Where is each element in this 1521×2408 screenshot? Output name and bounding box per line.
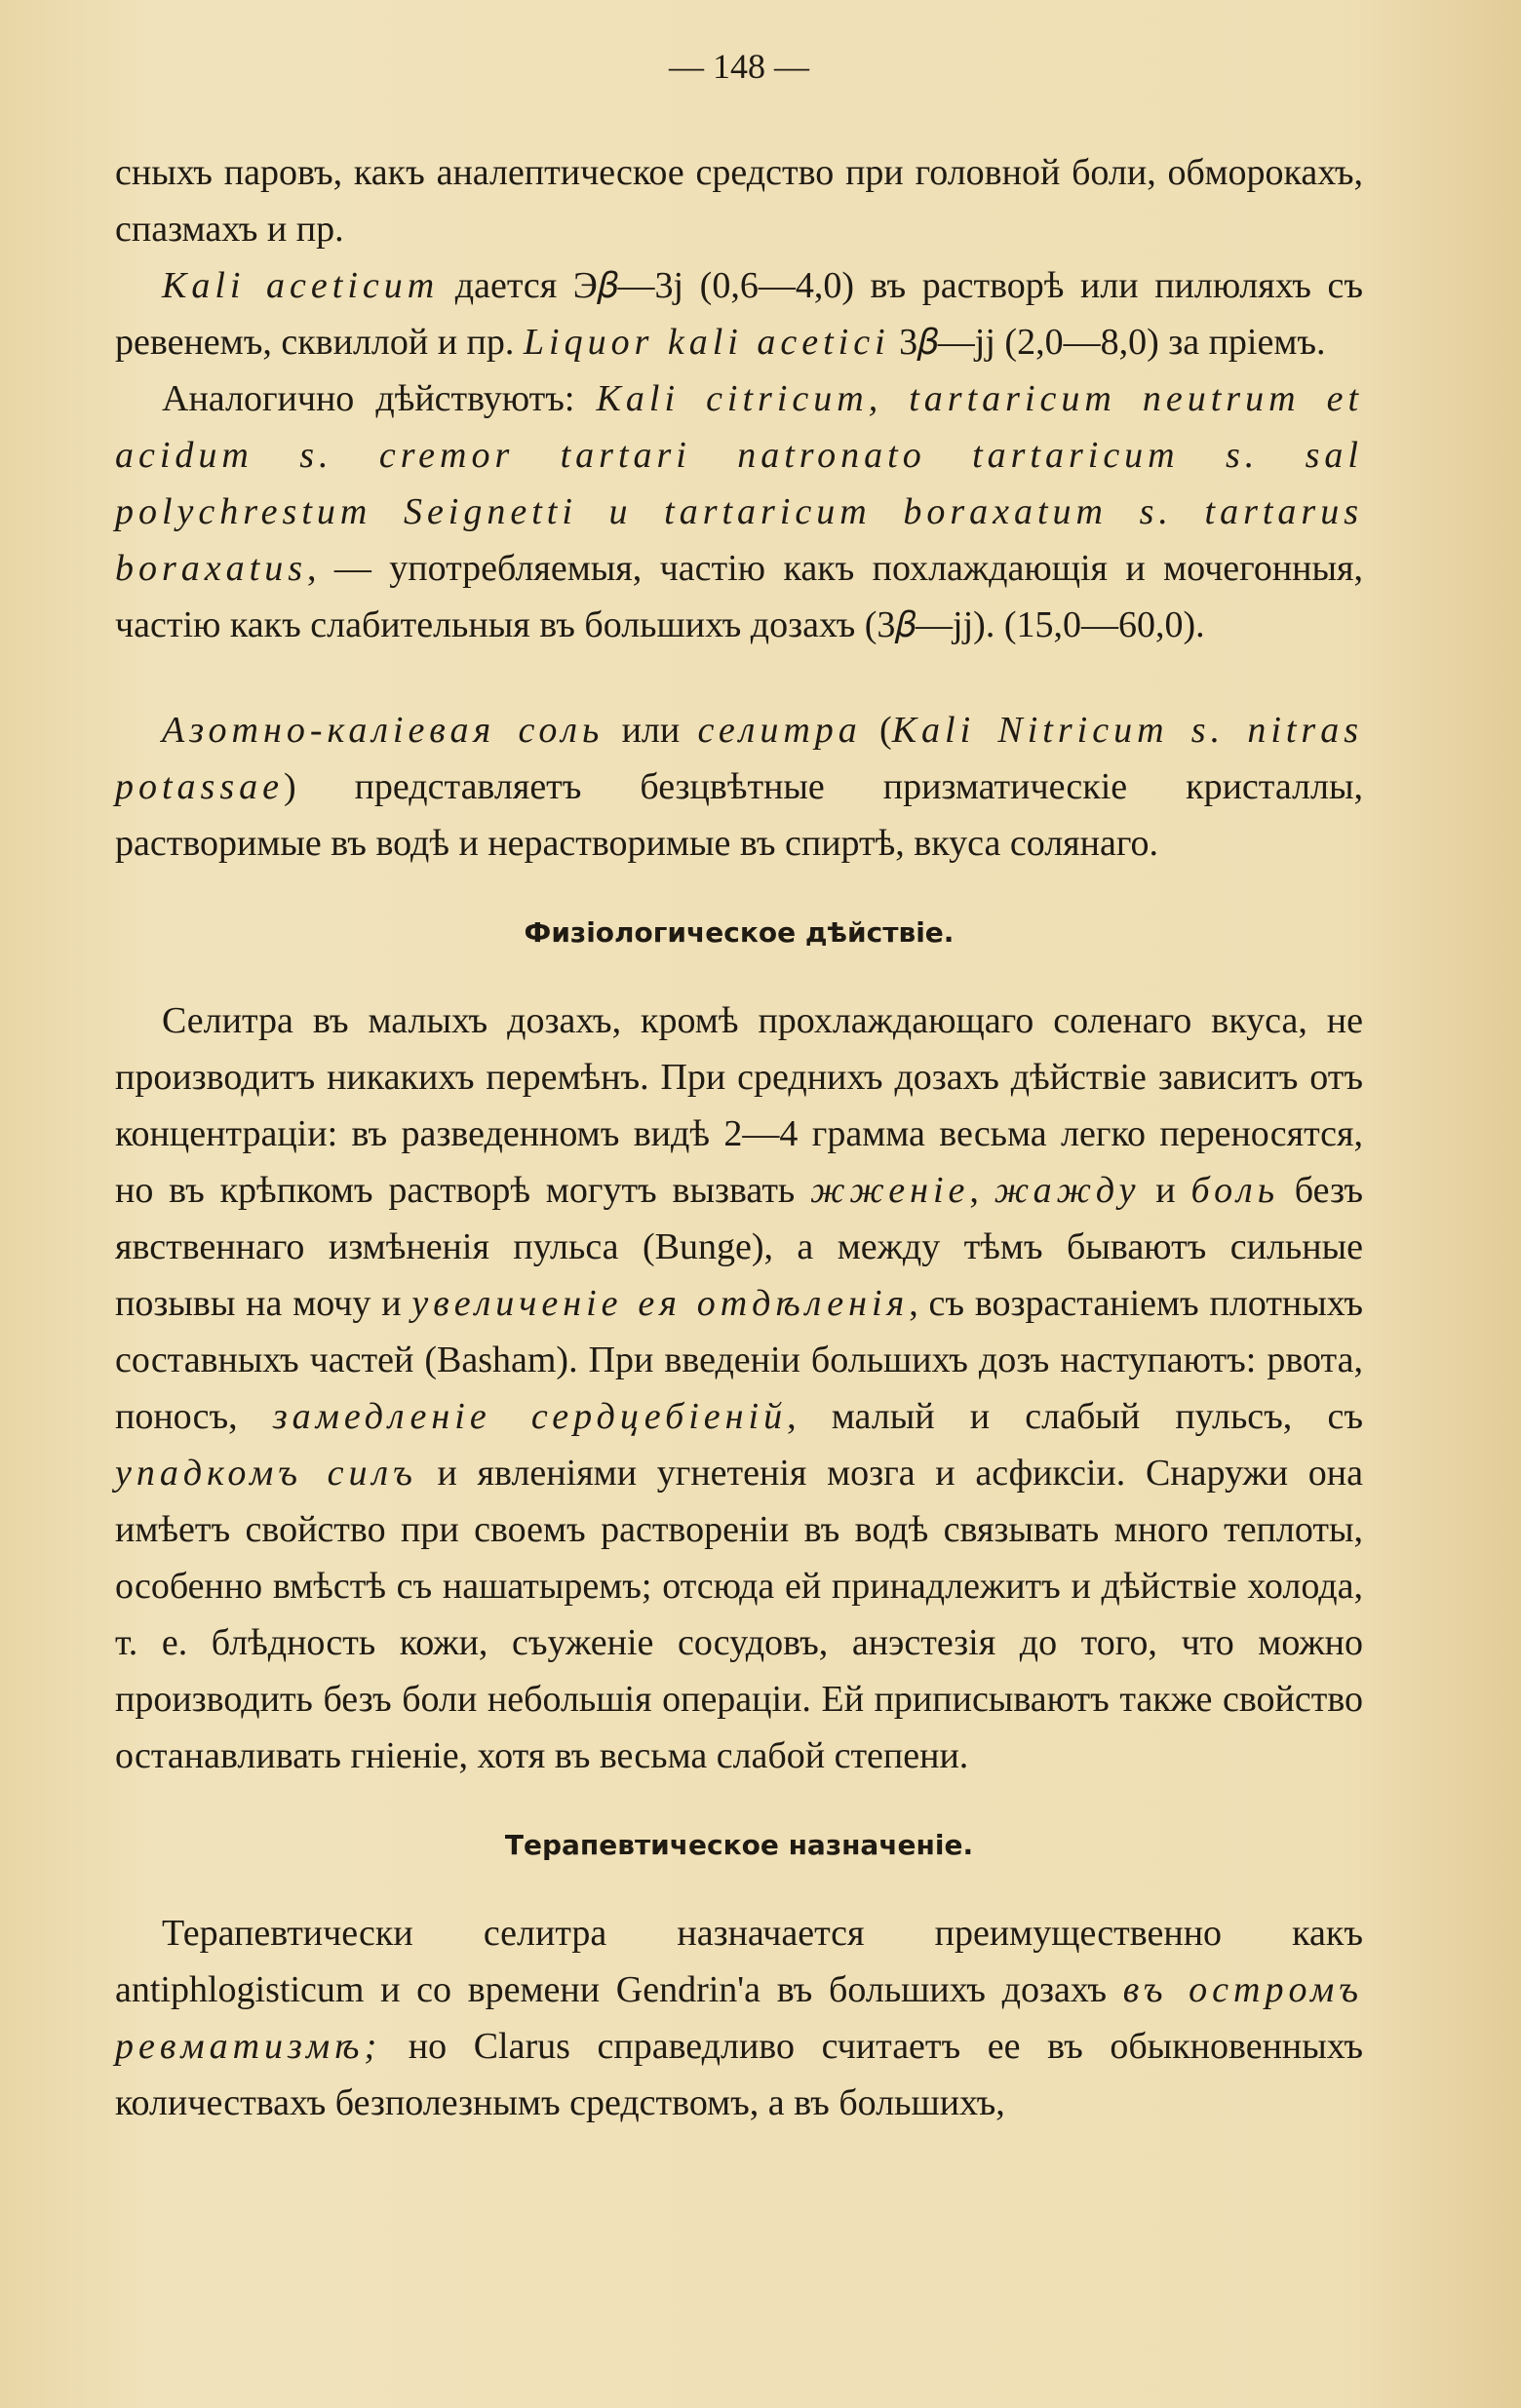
paragraph-continuation xyxy=(115,144,1363,257)
p4-text-c: ) представляетъ безцвѣтные призматическіе кристаллы, растворимые въ водѣ и нерастворимые въ спиртѣ, вкуса солянаго. xyxy=(115,766,1363,864)
p4-text-a: или xyxy=(604,710,698,751)
italic-term: упадкомъ силъ xyxy=(115,1453,417,1494)
italic-term: жажду xyxy=(994,1170,1141,1211)
text-column xyxy=(115,39,1363,2131)
p5-text-a: Селитра въ малыхъ дозахъ, кромѣ прохлаждающаго соленаго вкуса, не производитъ никакихъ перемѣнъ. При среднихъ дозахъ дѣйствіе зависитъ отъ концентраціи: въ разведенномъ видѣ 2—4 грамма весьма легко переносятся, но въ крѣпкомъ растворѣ могутъ вызвать xyxy=(115,1000,1363,1211)
spacer xyxy=(115,653,1363,702)
p3-text-b: , — употребляемыя, частію какъ похлаждающія и мочегонныя, частію какъ слабительныя въ большихъ дозахъ (3𝛽—jj). (15,0—60,0). xyxy=(115,548,1363,645)
paragraph-analogous xyxy=(115,370,1363,653)
italic-term: замедленіе сердцебіеній xyxy=(272,1396,788,1437)
section-heading-physiology: Физіологическое дѣйствіе. xyxy=(524,916,955,949)
paragraph-saltpeter xyxy=(115,702,1363,872)
paragraph-physiology xyxy=(115,992,1363,1784)
italic-term: увеличеніе ея отдѣленія xyxy=(411,1283,910,1324)
p5-text-c: и xyxy=(1140,1170,1191,1211)
p5-text-b: , xyxy=(969,1170,994,1211)
p5-text-g: и явленіями угнетенія мозга и асфиксіи. Снаружи она имѣетъ свойство при своемъ раствореніи въ водѣ связывать много теплоты, особенно вмѣстѣ съ нашатыремъ; отсюда ей принадлежитъ и дѣйствіе холода, т. е. блѣдность кожи, съуженіе сосудовъ, анэстезія до того, что можно производить безъ боли небольшія операціи. Ей приписываютъ также свойство останавливать гніеніе, хотя въ весьма слабой степени. xyxy=(115,1453,1363,1776)
latin-term: Kali aceticum xyxy=(162,265,440,306)
p2-text-a: дается Э𝛽—3j (0,6—4,0) въ растворѣ или пилюляхъ съ ревенемъ, сквиллой и пр. xyxy=(115,265,1363,363)
p5-text-f: , малый и слабый пульсъ, съ xyxy=(787,1396,1363,1437)
p1-text: сныхъ паровъ, какъ аналептическое средство при головной боли, обморокахъ, спазмахъ и пр. xyxy=(115,152,1363,250)
page-number: — 148 — xyxy=(669,47,809,86)
paragraph-kali-aceticum xyxy=(115,257,1363,370)
p6-text-a: Терапевтически селитра назначается преимущественно какъ antiphlogisticum и со времени Gendrin'а въ большихъ дозахъ xyxy=(115,1913,1363,2010)
italic-term: Азотно-каліевая соль xyxy=(162,710,604,751)
p5-text-d: безъ явственнаго измѣненія пульса (Bunge), а между тѣмъ бываютъ сильные позывы на мочу и xyxy=(115,1170,1363,1324)
p5-text-e: , съ возрастаніемъ плотныхъ составныхъ частей (Basham). При введеніи большихъ дозъ наступаютъ: рвота, поносъ, xyxy=(115,1283,1363,1437)
section-heading-therapy: Терапевтическое назначеніе. xyxy=(504,1829,974,1861)
p3-text-a: Аналогично дѣйствуютъ: xyxy=(162,378,597,419)
p2-text-b: 3𝛽—jj (2,0—8,0) за пріемъ. xyxy=(889,322,1326,363)
p4-text-b: ( xyxy=(861,710,892,751)
italic-term: селитра xyxy=(697,710,862,751)
italic-term: боль xyxy=(1190,1170,1279,1211)
italic-term: жженіе xyxy=(810,1170,970,1211)
latin-term: Liquor kali acetici xyxy=(523,322,890,363)
paragraph-therapy xyxy=(115,1905,1363,2131)
latin-term: Kali citricum, tartaricum neutrum et acidum s. cremor tartari natronato tartaricum s. sal polychrestum Seignetti и tartaricum boraxatum s. tartarus boraxatus xyxy=(115,378,1363,589)
latin-term: Kali Nitricum s. nitras potassae xyxy=(115,710,1364,807)
italic-term: въ остромъ ревматизмѣ; xyxy=(115,1969,1363,2067)
p6-text-b: но Clarus справедливо считаетъ ее въ обыкновенныхъ количествахъ безполезнымъ средствомъ, а въ большихъ, xyxy=(115,2026,1363,2123)
